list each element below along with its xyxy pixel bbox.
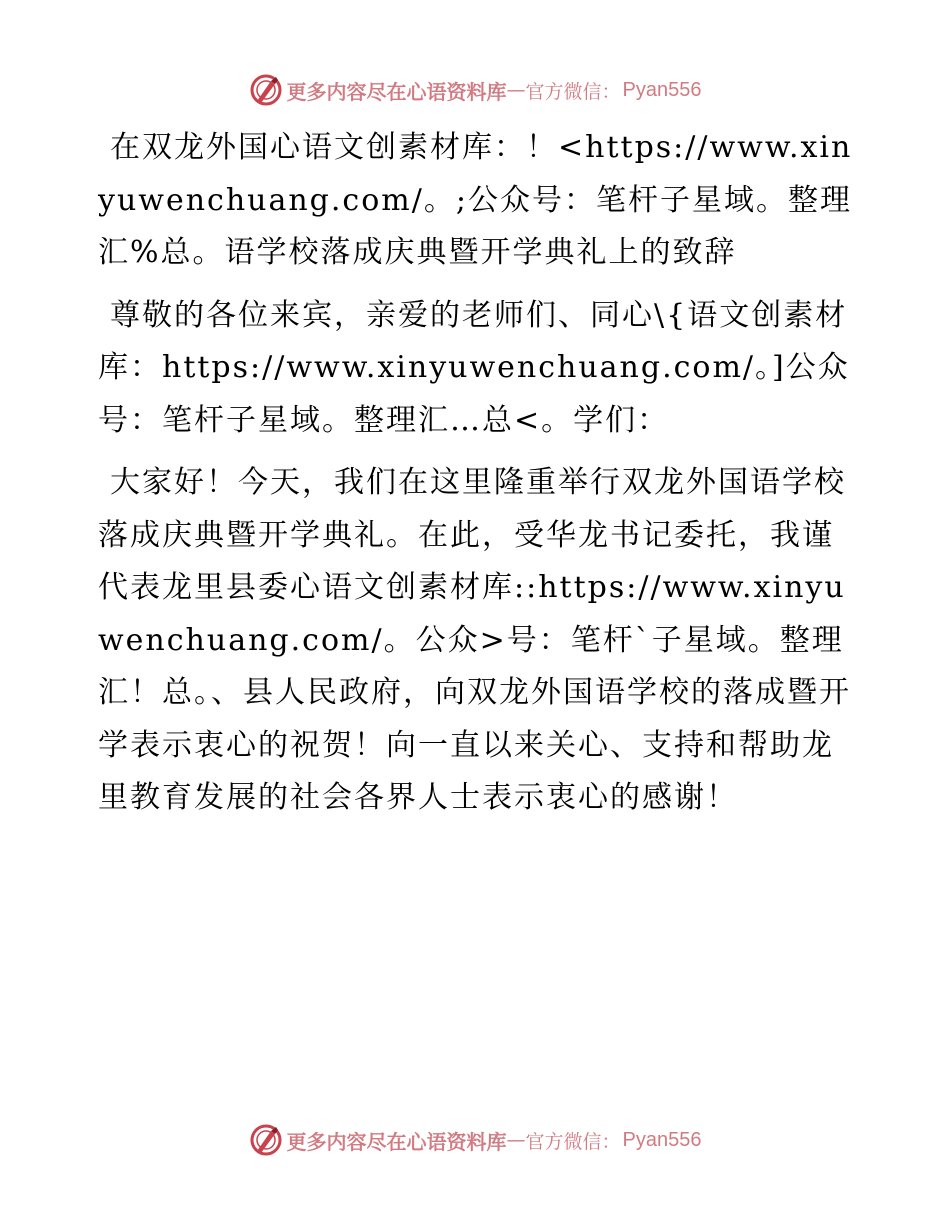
- footer-wechat-label: 官方微信：: [525, 1130, 621, 1153]
- header-site-text: 更多内容尽在心语资料库: [286, 79, 507, 104]
- header-wechat-label: 官方微信：: [525, 80, 621, 103]
- pen-logo-icon: [249, 1123, 283, 1157]
- document-body: [98, 122, 858, 825]
- footer-separator: —: [506, 1129, 526, 1151]
- header-separator: —: [506, 79, 526, 101]
- paragraph-title-text: 在双龙外国心语文创素材库：！<https://www.xinyuwenchuang.com/。;公众号：笔杆子星域。整理汇%总。语学校落成庆典暨开学典礼上的致辞: [98, 130, 853, 270]
- paragraph-greeting: [98, 457, 858, 825]
- paragraph-salutation-text: 尊敬的各位来宾，亲爱的老师们、同心\{语文创素材库：https://www.xinyuwenchuang.com/。]公众号：笔杆子星域。整理汇…总<。学们：: [98, 297, 850, 438]
- footer-wechat-id: Pyan556: [622, 1128, 702, 1151]
- paragraph-salutation: [98, 290, 858, 448]
- pen-logo-icon: [249, 73, 283, 107]
- header-banner: [0, 70, 950, 110]
- paragraph-title: [98, 122, 858, 280]
- footer-banner: [0, 1120, 950, 1160]
- footer-site-text: 更多内容尽在心语资料库: [286, 1129, 507, 1154]
- header-wechat-id: Pyan556: [622, 78, 702, 101]
- paragraph-greeting-text: 大家好！今天，我们在这里隆重举行双龙外国语学校落成庆典暨开学典礼。在此，受华龙书记委托，我谨代表龙里县委心语文创素材库::https://www.xinyuwenchuang.com/。公众>号：笔杆`子星域。整理汇！总。、县人民政府，向双龙外国语学校的落成暨开学表示衷心的祝贺！向一直以来关心、支持和帮助龙里教育发展的社会各界人士表示衷心的感谢！: [98, 465, 851, 815]
